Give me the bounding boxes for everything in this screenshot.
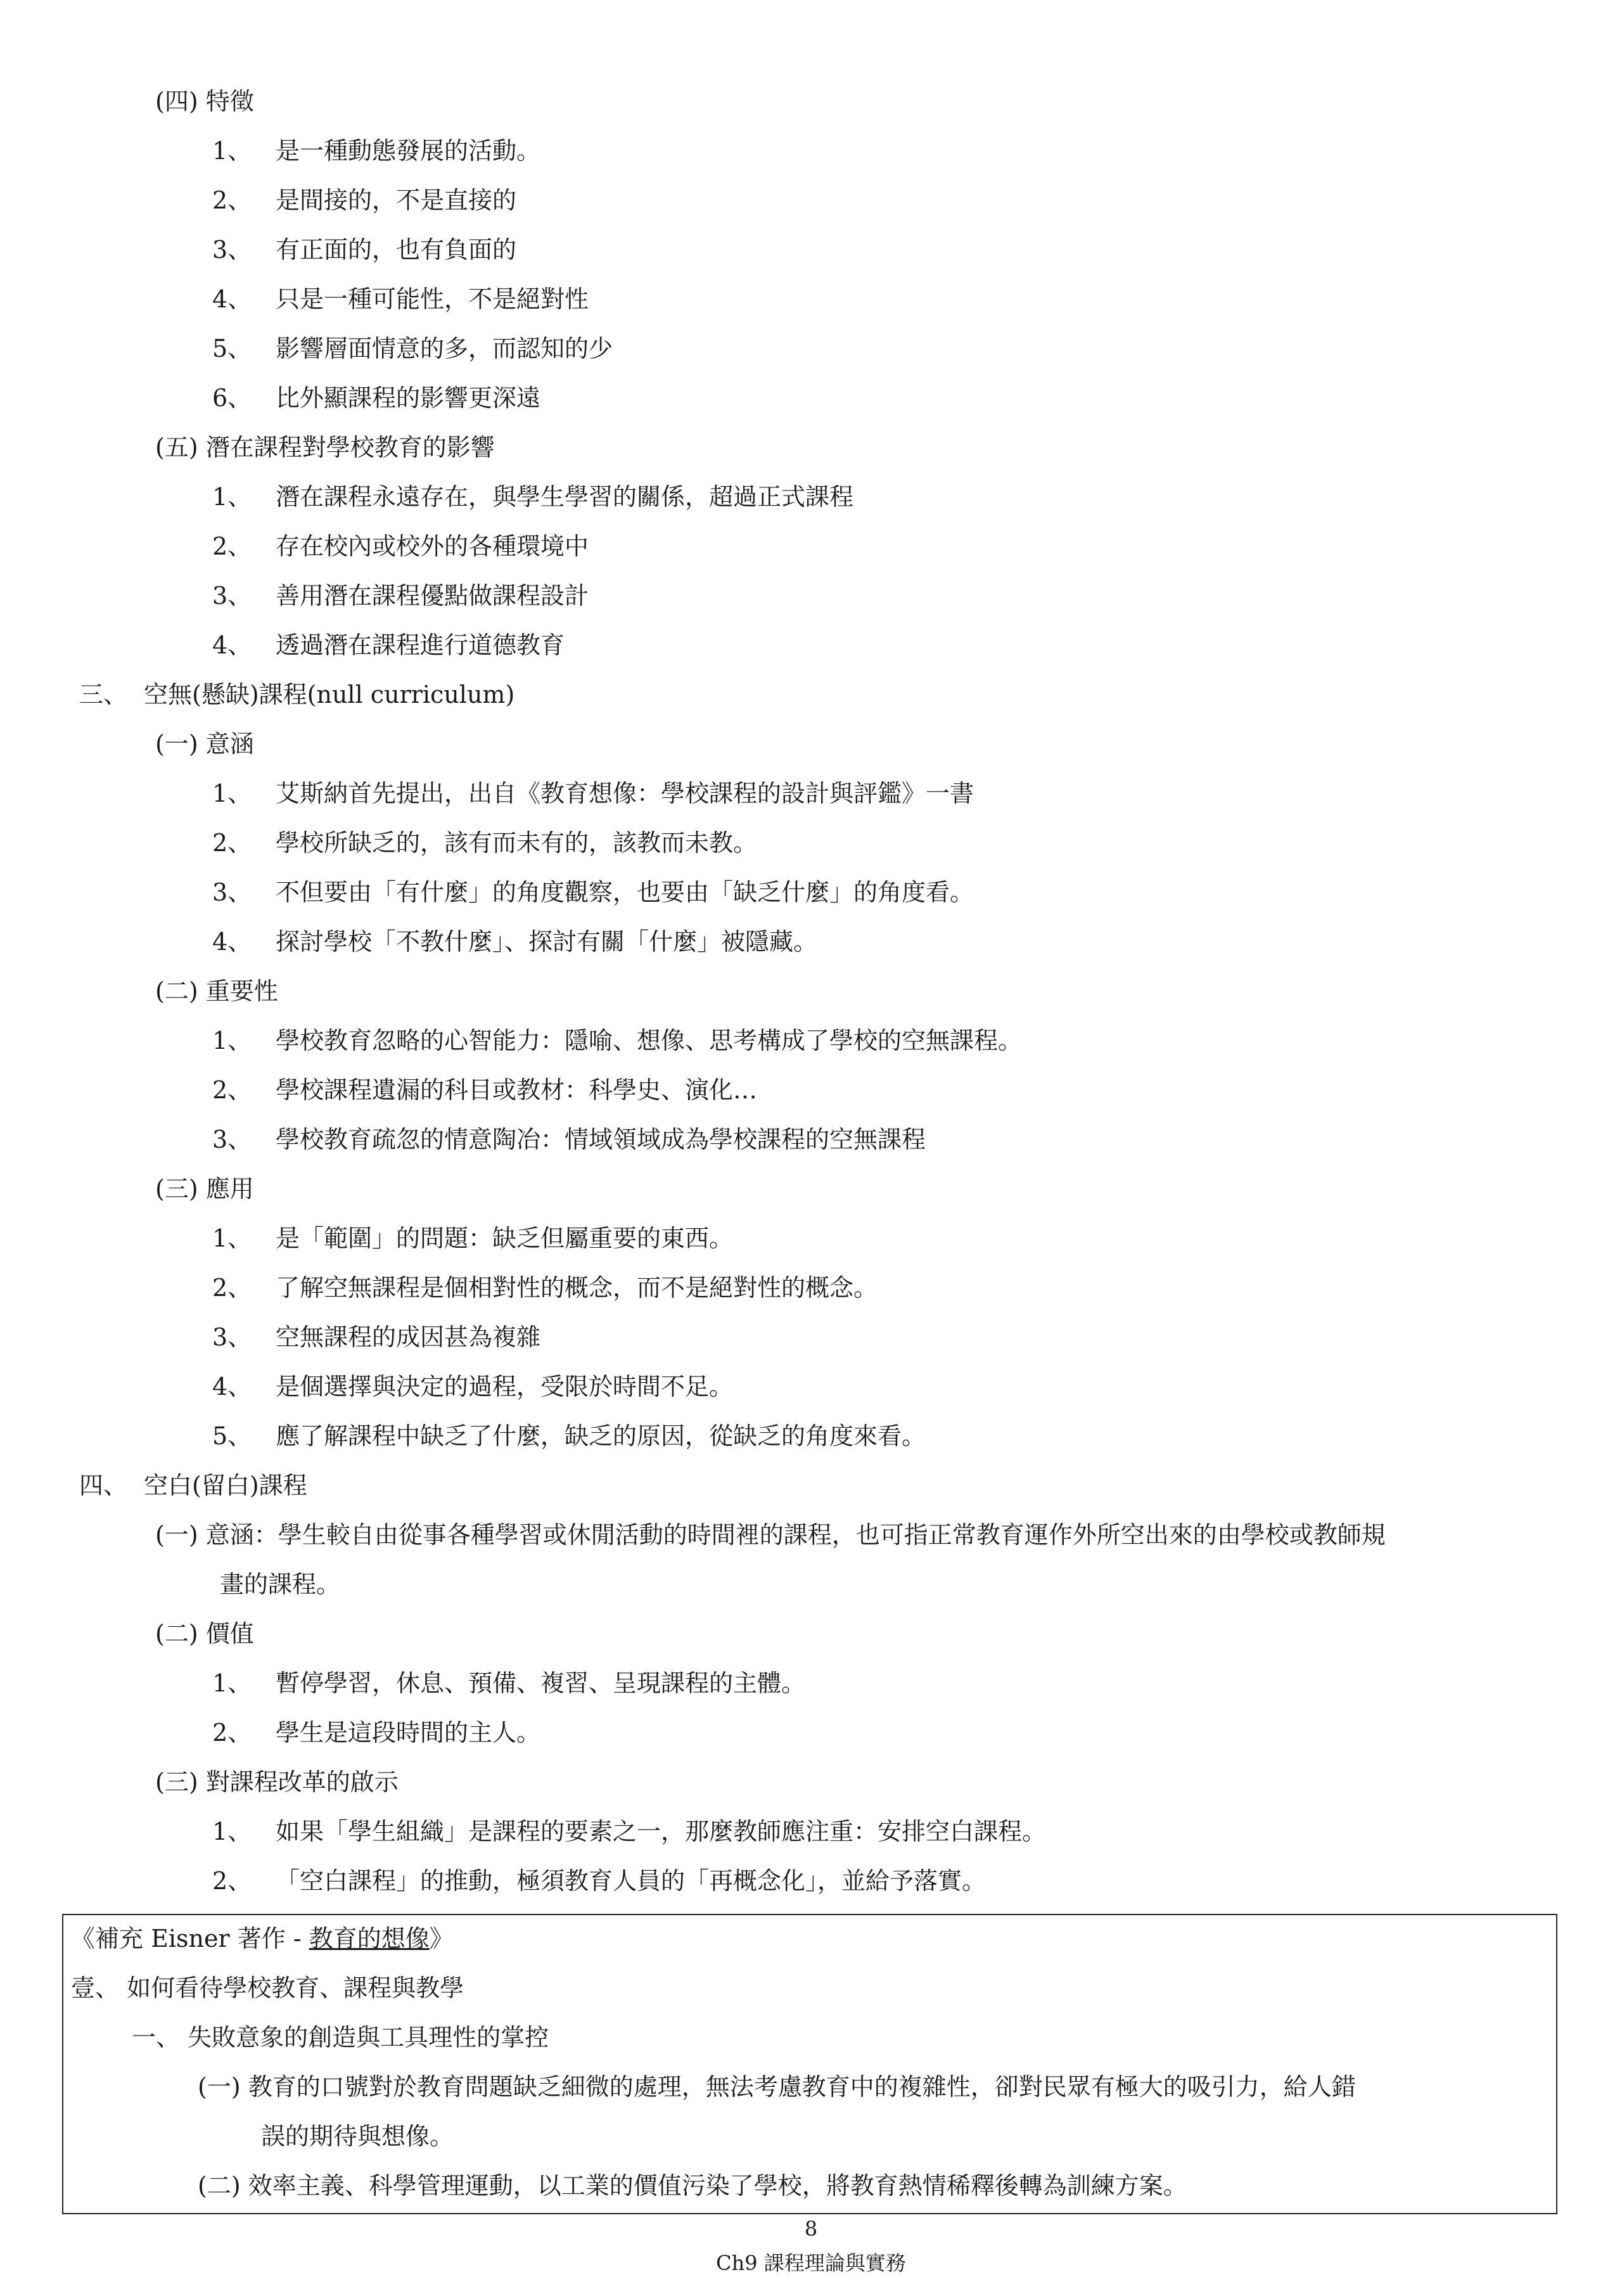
list-item: 4、 是個選擇與決定的過程，受限於時間不足。 bbox=[212, 1373, 734, 1401]
section-heading: (四) 特徵 bbox=[155, 87, 254, 115]
page-number: 8 bbox=[804, 2217, 818, 2241]
list-item: 1、 是「範圍」的問題：缺乏但屬重要的東西。 bbox=[212, 1224, 734, 1252]
part-heading: 四、 空白(留白)課程 bbox=[79, 1472, 307, 1499]
list-item: 1、 暫停學習，休息、預備、複習、呈現課程的主體。 bbox=[212, 1669, 806, 1697]
list-item: 1、 潛在課程永遠存在，與學生學習的關係，超過正式課程 bbox=[212, 483, 854, 511]
list-item: 3、 空無課程的成因甚為複雜 bbox=[212, 1323, 541, 1351]
list-item: 2、 了解空無課程是個相對性的概念，而不是絕對性的概念。 bbox=[212, 1274, 878, 1302]
book-title: 教育的想像 bbox=[309, 1925, 430, 1953]
box-item-continued: 誤的期待與想像。 bbox=[261, 2122, 454, 2150]
section-paragraph-continued: 畫的課程。 bbox=[220, 1570, 341, 1598]
box-item: (二) 效率主義、科學管理運動，以工業的價值污染了學校，將教育熱情稀釋後轉為訓練方案。 bbox=[198, 2172, 1187, 2200]
section-paragraph: (一) 意涵：學生較自由從事各種學習或休閒活動的時間裡的課程，也可指正常教育運作外所空出來的由學校或教師規 bbox=[155, 1521, 1386, 1549]
list-item: 3、 不但要由「有什麼」的角度觀察，也要由「缺乏什麼」的角度看。 bbox=[212, 878, 974, 906]
list-item: 6、 比外顯課程的影響更深遠 bbox=[212, 384, 541, 412]
list-item: 2、 學校課程遺漏的科目或教材：科學史、演化… bbox=[212, 1076, 758, 1104]
part-heading: 三、 空無(懸缺)課程(null curriculum) bbox=[79, 681, 515, 709]
section-heading: (五) 潛在課程對學校教育的影響 bbox=[155, 433, 495, 461]
supplement-box bbox=[62, 1914, 1557, 2214]
list-item: 4、 透過潛在課程進行道德教育 bbox=[212, 631, 565, 659]
list-item: 4、 只是一種可能性，不是絕對性 bbox=[212, 285, 589, 313]
box-point-heading: 一、 失敗意象的創造與工具理性的掌控 bbox=[132, 2023, 549, 2051]
list-item: 5、 應了解課程中缺乏了什麼，缺乏的原因，從缺乏的角度來看。 bbox=[212, 1422, 926, 1450]
list-item: 3、 學校教育疏忽的情意陶冶：情域領域成為學校課程的空無課程 bbox=[212, 1126, 926, 1153]
section-heading: (一) 意涵 bbox=[155, 730, 254, 758]
list-item: 3、 善用潛在課程優點做課程設計 bbox=[212, 582, 589, 610]
box-title: 《補充 Eisner 著作 - 教育的想像》 bbox=[71, 1925, 454, 1953]
list-item: 5、 影響層面情意的多，而認知的少 bbox=[212, 335, 613, 362]
list-item: 2、 存在校內或校外的各種環境中 bbox=[212, 532, 589, 560]
list-item: 4、 探討學校「不教什麼」、探討有關「什麼」被隱藏。 bbox=[212, 928, 818, 956]
chapter-title: Ch9 課程理論與實務 bbox=[716, 2251, 906, 2275]
section-heading: (二) 重要性 bbox=[155, 977, 278, 1005]
section-heading: (二) 價值 bbox=[155, 1620, 254, 1648]
list-item: 2、 學校所缺乏的，該有而未有的，該教而未教。 bbox=[212, 829, 758, 857]
list-item: 2、 學生是這段時間的主人。 bbox=[212, 1719, 541, 1747]
list-item: 1、 如果「學生組織」是課程的要素之一，那麼教師應注重：安排空白課程。 bbox=[212, 1818, 1047, 1845]
list-item: 2、 「空白課程」的推動，極須教育人員的「再概念化」，並給予落實。 bbox=[212, 1867, 987, 1895]
box-part-heading: 壹、 如何看待學校教育、課程與教學 bbox=[71, 1974, 464, 2002]
section-heading: (三) 對課程改革的啟示 bbox=[155, 1768, 399, 1796]
list-item: 3、 有正面的，也有負面的 bbox=[212, 236, 517, 264]
section-heading: (三) 應用 bbox=[155, 1175, 254, 1203]
box-item: (一) 教育的口號對於教育問題缺乏細微的處理，無法考慮教育中的複雜性，卻對民眾有極大的吸引力，給人錯 bbox=[198, 2073, 1356, 2101]
list-item: 1、 艾斯納首先提出，出自《教育想像：學校課程的設計與評鑑》一書 bbox=[212, 779, 974, 807]
list-item: 1、 學校教育忽略的心智能力：隱喻、想像、思考構成了學校的空無課程。 bbox=[212, 1027, 1023, 1055]
list-item: 1、 是一種動態發展的活動。 bbox=[212, 137, 541, 165]
list-item: 2、 是間接的，不是直接的 bbox=[212, 186, 517, 214]
